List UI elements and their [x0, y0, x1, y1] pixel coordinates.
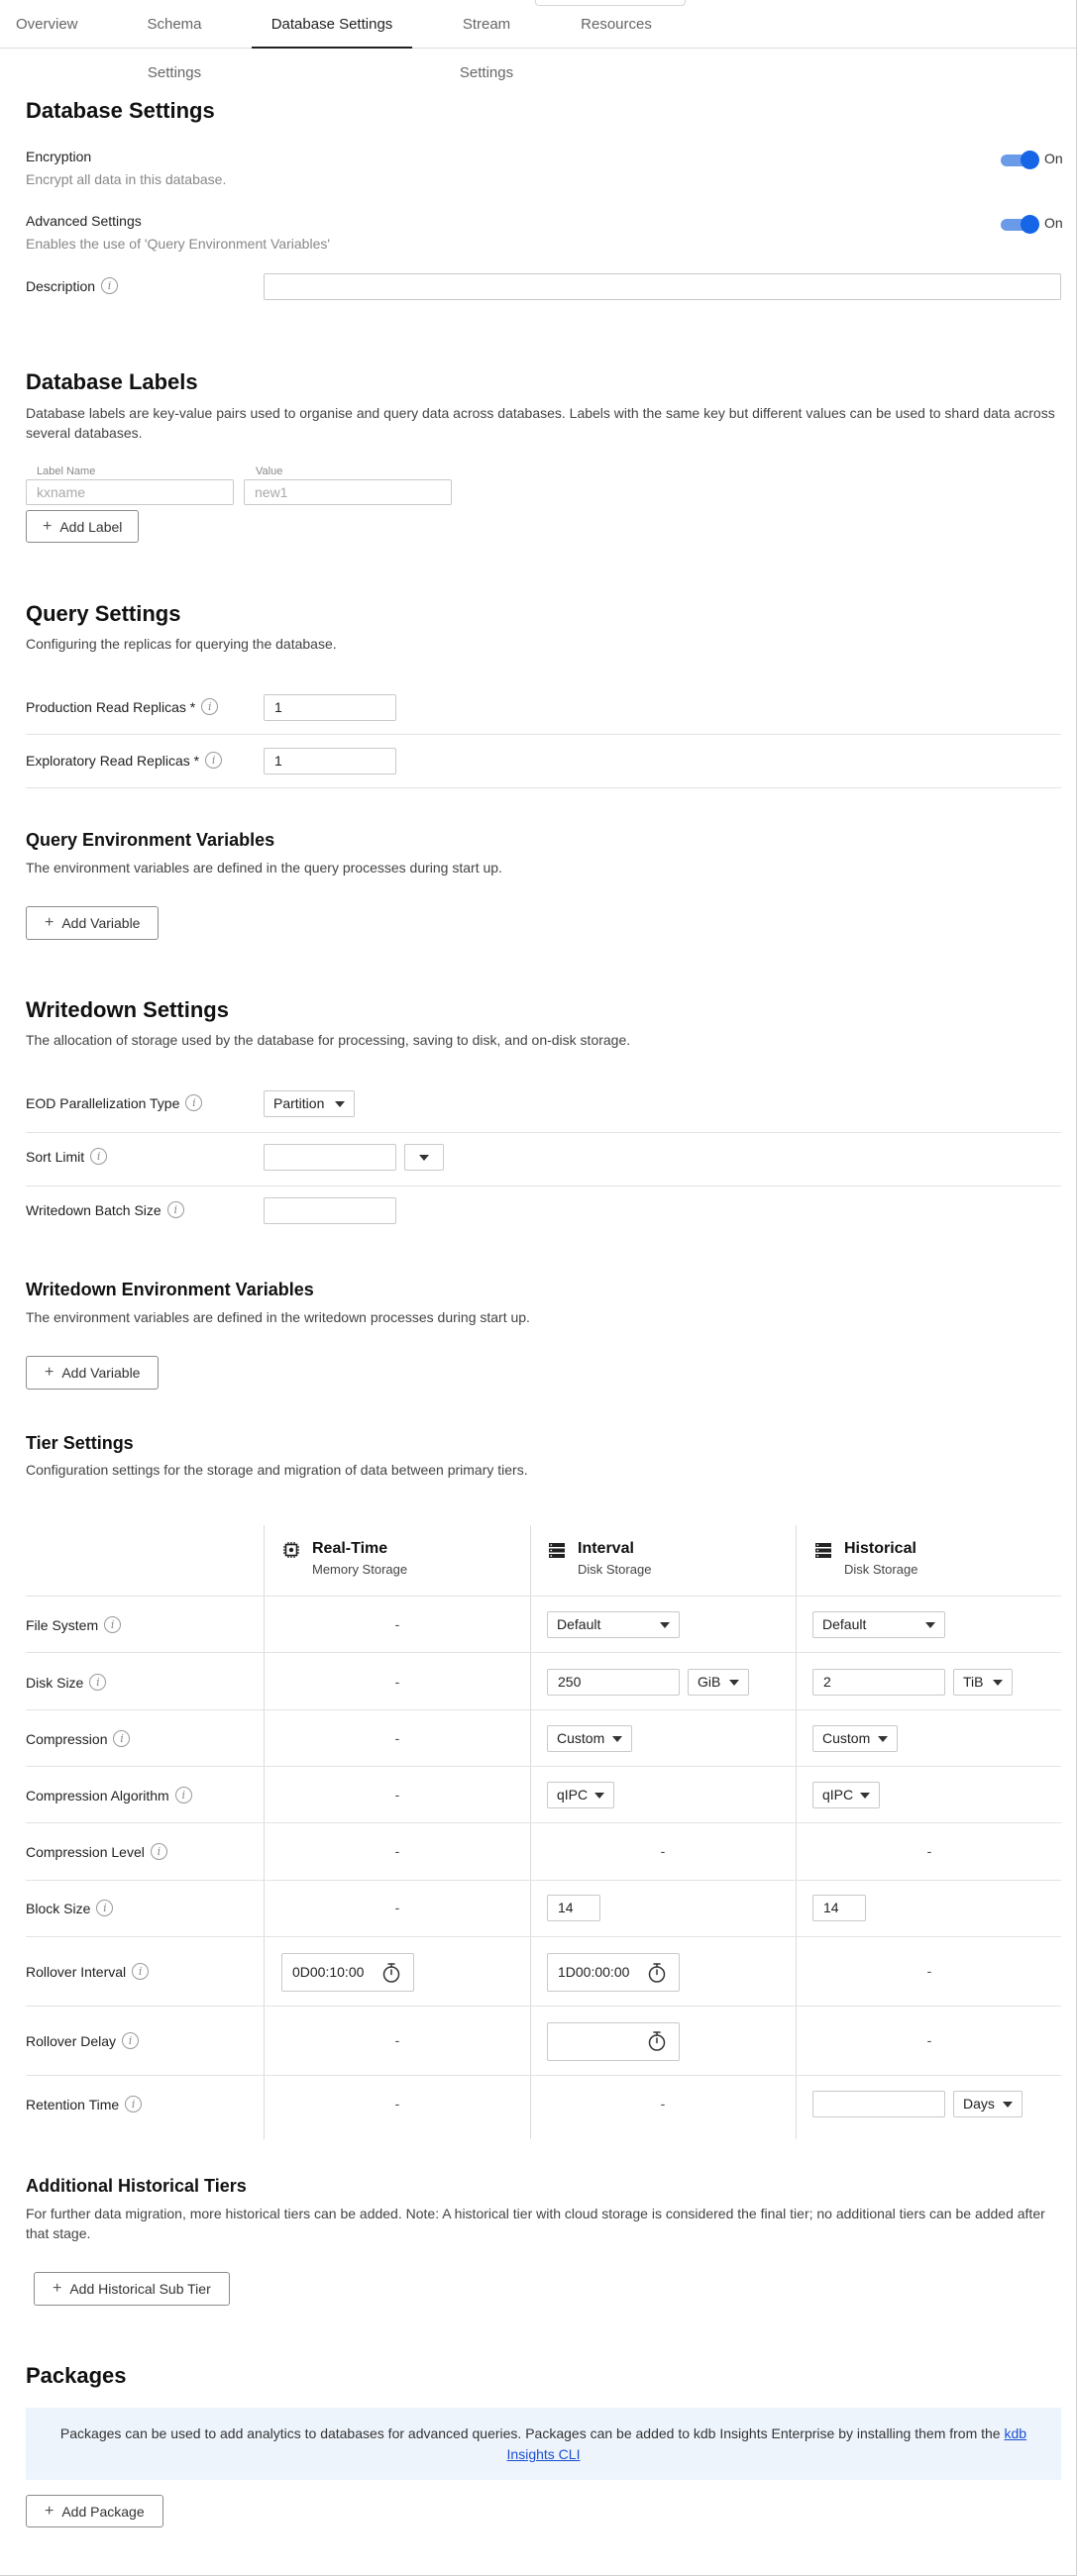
divider — [26, 1596, 1061, 1597]
tab-resources[interactable]: Resources — [581, 16, 652, 33]
storage-icon — [548, 1542, 566, 1562]
tab-stream-settings[interactable]: Stream Settings — [459, 16, 514, 81]
interval-rollover-delay-input[interactable] — [547, 2022, 680, 2061]
description-label — [26, 277, 118, 294]
info-icon: i — [113, 1730, 130, 1747]
tier-interval-sub: Disk Storage — [578, 1562, 652, 1577]
query-settings-title: Query Settings — [26, 601, 181, 626]
interval-retention-time-value: - — [660, 2096, 666, 2112]
description-label-text: Description — [26, 277, 96, 294]
interval-compression-algorithm-select[interactable] — [547, 1782, 614, 1808]
tier-realtime-title: Real-Time — [312, 1540, 388, 1557]
historical-compression-select[interactable] — [812, 1725, 898, 1752]
add-package-button-text: Add Package — [61, 2503, 145, 2520]
add-query-variable-button[interactable] — [26, 906, 159, 940]
compression-label — [26, 1730, 130, 1747]
realtime-block-size-value: - — [394, 1900, 400, 1915]
historical-disk-unit-select[interactable] — [953, 1669, 1013, 1696]
chevron-down-icon — [594, 1793, 604, 1799]
tier-settings-title: Tier Settings — [26, 1433, 134, 1453]
compression-level-label — [26, 1843, 167, 1860]
divider — [26, 1880, 1061, 1881]
tab-bar — [0, 0, 1077, 81]
historical-disk-unit-value: TiB — [963, 1674, 984, 1690]
packages-info-text: Packages can be used to add analytics to databases for advanced queries. Packages can be added to kdb Insights Enterprise by installing them from the — [59, 2425, 1001, 2441]
exploratory-replicas-label — [26, 752, 222, 769]
realtime-disk-size-value: - — [394, 1674, 400, 1690]
chevron-down-icon — [660, 1622, 670, 1628]
info-icon: i — [205, 752, 222, 769]
info-icon: i — [125, 2096, 142, 2112]
eod-parallelization-label — [26, 1094, 202, 1111]
plus-icon: + — [45, 914, 54, 931]
advanced-settings-desc: Enables the use of 'Query Environment Variables' — [26, 236, 331, 252]
label-name-hint: Label Name — [37, 465, 96, 477]
disk-size-label — [26, 1674, 106, 1691]
divider — [26, 1822, 1061, 1823]
historical-retention-time-input[interactable] — [812, 2091, 945, 2117]
tier-column-divider — [796, 1525, 797, 2139]
info-icon: i — [104, 1616, 121, 1633]
compression-level-label-text: Compression Level — [26, 1843, 145, 1860]
tier-realtime-sub: Memory Storage — [312, 1562, 408, 1577]
encryption-toggle-label: On — [1044, 151, 1063, 166]
chip-icon — [282, 1541, 300, 1562]
historical-compression-algorithm-select[interactable] — [812, 1782, 880, 1808]
retention-time-label-text: Retention Time — [26, 2096, 120, 2112]
chevron-down-icon — [925, 1622, 935, 1628]
advanced-settings-label — [26, 213, 142, 229]
eod-parallelization-select[interactable] — [264, 1090, 355, 1117]
rollover-interval-label — [26, 1963, 149, 1980]
add-package-button[interactable] — [26, 2495, 163, 2527]
interval-disk-unit-value: GiB — [698, 1674, 721, 1690]
info-icon: i — [201, 698, 218, 715]
realtime-compression-algorithm-value: - — [394, 1787, 400, 1803]
add-query-variable-button-text: Add Variable — [61, 915, 141, 931]
info-icon: i — [185, 1094, 202, 1111]
interval-file-system-select[interactable] — [547, 1611, 680, 1638]
interval-disk-size-input[interactable]: 250 — [547, 1669, 680, 1696]
tier-historical-sub: Disk Storage — [844, 1562, 918, 1577]
info-icon: i — [122, 2032, 139, 2049]
historical-retention-unit-value: Days — [963, 2096, 995, 2112]
info-icon: i — [90, 1148, 107, 1165]
block-size-label-text: Block Size — [26, 1900, 91, 1916]
encryption-toggle[interactable] — [1001, 150, 1038, 169]
info-icon: i — [89, 1674, 106, 1691]
writedown-env-title: Writedown Environment Variables — [26, 1280, 314, 1299]
rollover-delay-label-text: Rollover Delay — [26, 2032, 117, 2049]
realtime-rollover-interval-input[interactable] — [281, 1953, 414, 1992]
realtime-rollover-delay-value: - — [394, 2032, 400, 2048]
info-icon: i — [151, 1843, 167, 1860]
compression-algorithm-label — [26, 1787, 192, 1803]
add-label-button-text: Add Label — [59, 518, 123, 535]
add-historical-sub-tier-button[interactable] — [34, 2272, 230, 2306]
realtime-retention-time-value: - — [394, 2096, 400, 2112]
retention-time-label — [26, 2096, 142, 2112]
divider — [26, 734, 1061, 735]
realtime-compression-level-value: - — [394, 1843, 400, 1859]
query-env-desc: The environment variables are defined in the query processes during start up. — [26, 860, 502, 876]
disk-size-label-text: Disk Size — [26, 1674, 84, 1691]
file-system-label-text: File System — [26, 1616, 99, 1633]
tier-interval-title: Interval — [578, 1540, 634, 1557]
historical-file-system-value: Default — [822, 1616, 867, 1632]
label-value-hint: Value — [256, 465, 283, 477]
writedown-batch-size-label — [26, 1201, 184, 1218]
writedown-settings-title: Writedown Settings — [26, 997, 229, 1022]
writedown-batch-size-input[interactable] — [264, 1197, 396, 1224]
advanced-settings-label-text: Advanced Settings — [26, 213, 142, 229]
writedown-batch-size-label-text: Writedown Batch Size — [26, 1201, 162, 1218]
database-settings-title: Database Settings — [26, 98, 215, 123]
tab-schema-settings[interactable]: Schema Settings — [147, 16, 202, 81]
divider — [26, 1185, 1061, 1186]
divider — [26, 1132, 1061, 1133]
rollover-delay-label — [26, 2032, 139, 2049]
compression-label-text: Compression — [26, 1730, 108, 1747]
divider — [26, 1709, 1061, 1710]
query-env-title: Query Environment Variables — [26, 830, 275, 850]
sort-limit-label — [26, 1148, 107, 1165]
interval-file-system-value: Default — [557, 1616, 601, 1632]
eod-parallelization-label-text: EOD Parallelization Type — [26, 1094, 180, 1111]
historical-compression-value: Custom — [822, 1730, 871, 1746]
tab-overview[interactable]: Overview — [16, 16, 78, 33]
chevron-down-icon — [335, 1101, 345, 1107]
description-input[interactable] — [264, 273, 1061, 300]
interval-rollover-interval-input[interactable] — [547, 1953, 680, 1992]
historical-rollover-delay-value: - — [926, 2032, 932, 2048]
stopwatch-icon[interactable] — [647, 1961, 667, 1998]
historical-file-system-select[interactable] — [812, 1611, 945, 1638]
info-icon: i — [101, 277, 118, 294]
info-icon: i — [96, 1900, 113, 1916]
divider — [26, 2075, 1061, 2076]
add-historical-sub-tier-button-text: Add Historical Sub Tier — [69, 2281, 211, 2297]
interval-compression-level-value: - — [660, 1843, 666, 1859]
database-labels-desc: Database labels are key-value pairs used to organise and query data across databases. Labels with the same key but different values can be used to shard data across several databases. — [26, 405, 1055, 441]
compression-algorithm-label-text: Compression Algorithm — [26, 1787, 169, 1803]
production-replicas-label — [26, 698, 218, 715]
divider — [26, 787, 1061, 788]
encryption-desc: Encrypt all data in this database. — [26, 171, 227, 187]
packages-title: Packages — [26, 2363, 127, 2388]
divider — [26, 2006, 1061, 2007]
plus-icon: + — [45, 2502, 54, 2520]
stopwatch-icon[interactable] — [647, 2030, 667, 2060]
add-writedown-variable-button[interactable] — [26, 1356, 159, 1390]
production-replicas-label-text: Production Read Replicas * — [26, 698, 196, 715]
storage-icon — [814, 1542, 832, 1562]
divider — [26, 1652, 1061, 1653]
interval-block-size-input[interactable]: 14 — [547, 1895, 600, 1921]
plus-icon: + — [53, 2280, 62, 2297]
chevron-down-icon — [860, 1793, 870, 1799]
interval-rollover-interval-value: 1D00:00:00 — [558, 1964, 630, 1980]
packages-info-box — [26, 2408, 1061, 2480]
historical-disk-size-input[interactable]: 2 — [812, 1669, 945, 1696]
realtime-file-system-value: - — [394, 1616, 400, 1632]
label-name-input[interactable]: kxname — [26, 479, 234, 505]
divider — [26, 1936, 1061, 1937]
historical-compression-level-value: - — [926, 1843, 932, 1859]
sort-limit-label-text: Sort Limit — [26, 1148, 85, 1165]
plus-icon: + — [45, 1364, 54, 1381]
writedown-settings-desc: The allocation of storage used by the database for processing, saving to disk, and on-disk storage. — [26, 1032, 631, 1048]
exploratory-replicas-input[interactable]: 1 — [264, 748, 396, 774]
tier-column-divider — [530, 1525, 531, 2139]
label-value-input[interactable]: new1 — [244, 479, 452, 505]
chevron-down-icon — [878, 1736, 888, 1742]
exploratory-replicas-label-text: Exploratory Read Replicas * — [26, 752, 200, 769]
interval-compression-algorithm-value: qIPC — [557, 1787, 589, 1803]
query-settings-desc: Configuring the replicas for querying the database. — [26, 636, 337, 652]
info-icon: i — [132, 1963, 149, 1980]
sort-limit-input[interactable] — [264, 1144, 396, 1171]
interval-disk-unit-select[interactable] — [688, 1669, 749, 1696]
plus-icon: + — [43, 517, 53, 535]
divider — [26, 1766, 1061, 1767]
additional-tiers-title: Additional Historical Tiers — [26, 2176, 247, 2196]
tier-column-divider — [264, 1525, 265, 2139]
kdb-insights-cli-link[interactable]: kdb Insights CLI — [506, 2425, 1027, 2462]
add-writedown-variable-button-text: Add Variable — [61, 1365, 141, 1381]
sort-limit-unit-select[interactable] — [404, 1144, 444, 1171]
realtime-compression-value: - — [394, 1730, 400, 1746]
historical-compression-algorithm-value: qIPC — [822, 1787, 854, 1803]
production-replicas-input[interactable]: 1 — [264, 694, 396, 721]
eod-parallelization-value: Partition — [273, 1095, 325, 1111]
chevron-down-icon — [729, 1680, 739, 1686]
rollover-interval-label-text: Rollover Interval — [26, 1963, 127, 1980]
chevron-down-icon — [612, 1736, 622, 1742]
interval-compression-value: Custom — [557, 1730, 605, 1746]
encryption-label — [26, 149, 91, 164]
chevron-down-icon — [1003, 2102, 1013, 2108]
database-labels-title: Database Labels — [26, 369, 198, 394]
stopwatch-icon[interactable] — [381, 1961, 401, 1998]
block-size-label — [26, 1900, 113, 1916]
historical-retention-unit-select[interactable] — [953, 2091, 1023, 2117]
historical-block-size-input[interactable]: 14 — [812, 1895, 866, 1921]
info-icon: i — [167, 1201, 184, 1218]
realtime-rollover-interval-value: 0D00:10:00 — [292, 1964, 365, 1980]
writedown-env-desc: The environment variables are defined in the writedown processes during start up. — [26, 1309, 530, 1325]
interval-compression-select[interactable] — [547, 1725, 632, 1752]
tier-settings-desc: Configuration settings for the storage and migration of data between primary tiers. — [26, 1462, 528, 1478]
historical-rollover-interval-value: - — [926, 1963, 932, 1979]
add-label-button[interactable] — [26, 510, 139, 543]
info-icon: i — [175, 1787, 192, 1803]
chevron-down-icon — [993, 1680, 1003, 1686]
tab-database-settings[interactable]: Database Settings — [252, 0, 412, 49]
file-system-label — [26, 1616, 121, 1633]
advanced-settings-toggle-label: On — [1044, 215, 1063, 231]
tier-historical-title: Historical — [844, 1540, 916, 1557]
chevron-down-icon — [419, 1155, 429, 1161]
advanced-settings-toggle[interactable] — [1001, 214, 1038, 234]
encryption-label-text: Encryption — [26, 149, 92, 164]
additional-tiers-desc: For further data migration, more historical tiers can be added. Note: A historical tier with cloud storage is considered the final tier; no additional tiers can be added after that stage. — [26, 2206, 1045, 2241]
